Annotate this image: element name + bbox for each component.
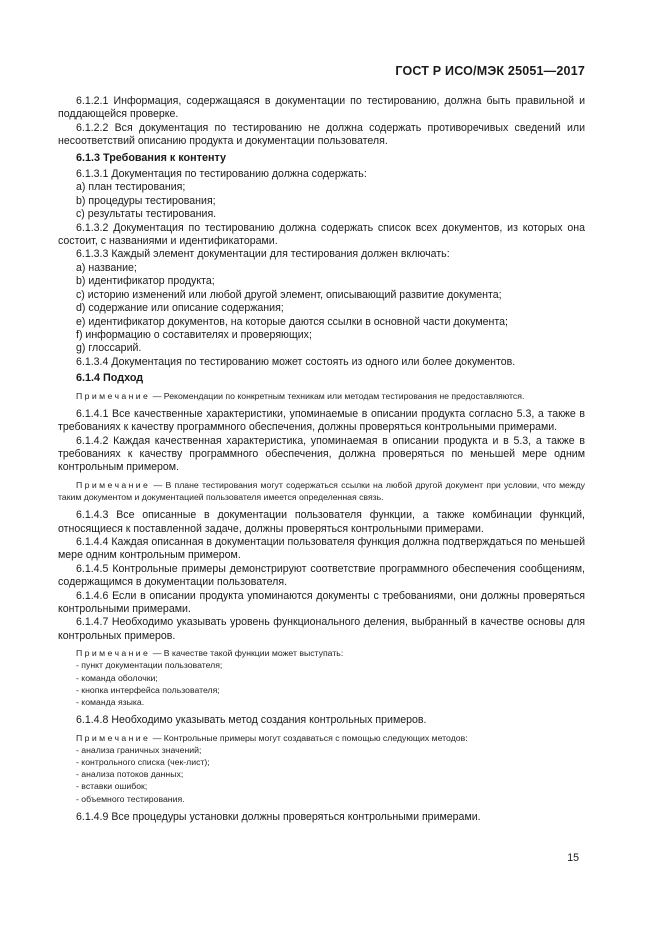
paragraph-6-1-4-5: 6.1.4.5 Контрольные примеры демонстрируют соответствие программного обеспечения сообщениям, содержащимся в документации пользователя. [58, 562, 585, 589]
note-text: — Контрольные примеры могут создаваться с помощью следующих методов: [150, 732, 468, 743]
paragraph-6-1-3-4: 6.1.3.4 Документация по тестированию может состоять из одного или более документов. [76, 355, 516, 368]
paragraph-6-1-3-3: 6.1.3.3 Каждый элемент документации для тестирования должен включать: [76, 248, 450, 261]
list-item: b) процедуры тестирования; [76, 194, 216, 207]
note-label: Примечание [76, 648, 151, 659]
note-list-item: - контрольного списка (чек-лист); [76, 757, 210, 768]
paragraph-6-1-4-9: 6.1.4.9 Все процедуры установки должны проверяться контрольными примерами. [76, 810, 481, 823]
note-label: Примечание [76, 732, 151, 743]
note-4 [58, 732, 585, 805]
page-number: 15 [567, 852, 579, 864]
note-list-item: - кнопка интерфейса пользователя; [76, 684, 220, 695]
note-list-item: - команда языка. [76, 697, 145, 708]
note-text: — Рекомендации по конкретным техникам или методам тестирования не предоставляются. [150, 390, 525, 401]
document-body [58, 95, 585, 824]
list-item: d) содержание или описание содержания; [76, 302, 284, 315]
section-heading-6-1-4: 6.1.4 Подход [76, 372, 144, 385]
note-label: Примечание [76, 479, 151, 490]
note-list-item: - пункт документации пользователя; [76, 660, 223, 671]
list-item: а) название; [76, 261, 137, 274]
paragraph-6-1-4-2: 6.1.4.2 Каждая качественная характеристика, упоминаемая в описании продукта и в 5.3, а также в требованиях к качеству программного обеспечения, должна проверяться по меньшей мере одним контрольным примером. [58, 434, 585, 474]
note-3 [58, 647, 585, 708]
note-list-item: - команда оболочки; [76, 672, 158, 683]
paragraph-6-1-4-7: 6.1.4.7 Необходимо указывать уровень функционального деления, выбранный в качестве основы для контрольных примеров. [58, 616, 585, 642]
note-list-item: - анализа потоков данных; [76, 769, 184, 780]
list-item: f) информацию о составителях и проверяющих; [76, 328, 312, 341]
note-list-item: - объемного тестирования. [76, 793, 185, 804]
list-item: е) идентификатор документов, на которые даются ссылки в основной части документа; [76, 315, 508, 328]
list-item: g) глоссарий. [76, 342, 142, 355]
paragraph-6-1-3-1: 6.1.3.1 Документация по тестированию должна содержать: [76, 168, 367, 181]
paragraph-6-1-2-2: 6.1.2.2 Вся документация по тестированию не должна содержать противоречивых сведений или несоответствий описанию продукта и документации пользователя. [58, 121, 585, 148]
note-list-item: - анализа граничных значений; [76, 744, 202, 755]
paragraph-6-1-4-4: 6.1.4.4 Каждая описанная в документации пользователя функция должна подтверждаться по меньшей мере одним контрольным примером. [58, 535, 585, 562]
note-2 [58, 479, 585, 503]
section-heading-6-1-3: 6.1.3 Требования к контенту [76, 151, 227, 164]
paragraph-6-1-4-3: 6.1.4.3 Все описанные в документации пользователя функции, а также комбинации функций, относящиеся к поставленной задаче, должны проверяться контрольными примерами. [58, 509, 585, 535]
list-item: с) историю изменений или любой другой элемент, описывающий развитие документа; [76, 288, 502, 301]
list-item: b) идентификатор продукта; [76, 275, 215, 288]
note-label: Примечание [76, 390, 151, 401]
paragraph-6-1-4-8: 6.1.4.8 Необходимо указывать метод создания контрольных примеров. [76, 714, 427, 727]
paragraph-6-1-4-6: 6.1.4.6 Если в описании продукта упоминаются документы с требованиями, они должны проверяться контрольными примерами. [58, 589, 585, 616]
note-text: — В плане тестирования могут содержаться ссылки на любой другой документ при условии, что между таким документом и документацией пользователя имеется определенная связь. [58, 479, 585, 502]
paragraph-6-1-2-1: 6.1.2.1 Информация, содержащаяся в документации по тестированию, должна быть правильной и поддающейся проверке. [58, 95, 585, 121]
note-text: — В качестве такой функции может выступать: [150, 648, 344, 659]
paragraph-6-1-4-1: 6.1.4.1 Все качественные характеристики, упоминаемые в описании продукта согласно 5.3, а также в требованиях к качеству программного обеспечения, должны проверяться контрольными примерами. [58, 407, 585, 434]
list-item: с) результаты тестирования. [76, 208, 217, 221]
document-header-code: ГОСТ Р ИСО/МЭК 25051—2017 [395, 64, 585, 78]
paragraph-6-1-3-2: 6.1.3.2 Документация по тестированию должна содержать список всех документов, из которых она состоит, с названиями и идентификаторами. [58, 221, 585, 248]
list-item: а) план тестирования; [76, 181, 186, 194]
note-1 [58, 390, 585, 402]
note-list-item: - вставки ошибок; [76, 781, 148, 792]
